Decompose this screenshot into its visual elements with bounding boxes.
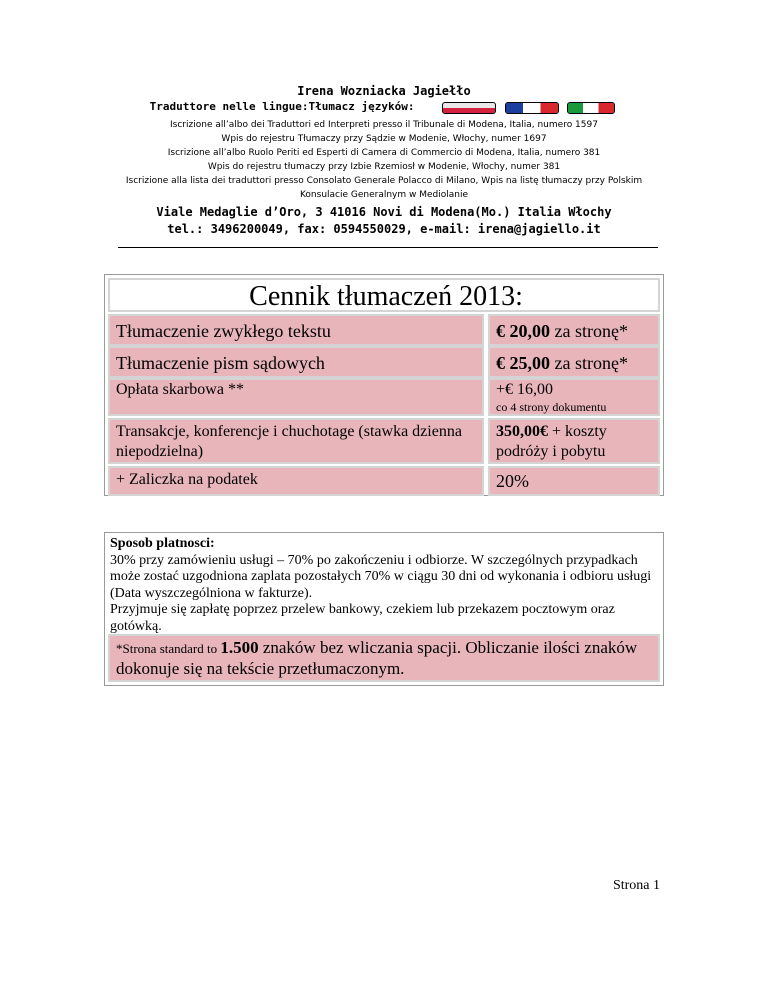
- polish-flag-icon: [443, 103, 495, 113]
- register-line: Konsulacie Generalnym w Mediolanie: [299, 190, 469, 200]
- service-label: Opłata skarbowa **: [116, 381, 244, 398]
- payment-heading: Sposob platnosci:: [110, 536, 215, 551]
- languages-line: [0, 100, 768, 114]
- price-amount: 20%: [496, 471, 529, 491]
- price-row-label: [108, 314, 484, 346]
- price-unit: za stronę*: [550, 321, 628, 341]
- service-label: + Zaliczka na podatek: [116, 471, 258, 488]
- register-line: Iscrizione all’albo dei Traduttori ed Interpreti presso il Tribunale di Modena, Italia, numero 1597: [170, 120, 598, 130]
- price-row-value: [488, 346, 660, 378]
- payment-text: [110, 536, 660, 635]
- price-row-value: [488, 314, 660, 346]
- price-value: [496, 352, 654, 374]
- register-line: Wpis do rejestru tłumaczy przy Izbie Rzemiosł w Modenie, Włochy, numer 381: [207, 162, 561, 172]
- register-line: Iscrizione alla lista dei traduttori presso Consolato Generale Polacco di Milano, Wpis na listę tłumaczy przy Polskim: [125, 176, 643, 186]
- service-label: Tłumaczenie zwykłego tekstu: [116, 321, 331, 341]
- note-rest: znaków bez wliczania spacji. Obliczanie ilości znaków dokonuje się na tekście przetłumaczonym.: [116, 638, 638, 678]
- payment-terms: 30% przy zamówieniu usługi – 70% po zakończeniu i odbiorze. W szczególnych przypadkach może zostać uzgodniona zaplata pozostałych 70% w ciągu 30 dni od wykonania i odbioru usługi (Data wyszczególniona w fakturze).: [110, 552, 652, 601]
- note-text: [116, 638, 654, 679]
- pricelist-title-cell: [108, 278, 660, 312]
- page-number: Strona 1: [612, 878, 660, 893]
- price-unit: + koszty podróży i pobytu: [496, 423, 607, 460]
- price-row-value: [488, 418, 660, 464]
- french-flag-icon: [506, 103, 558, 113]
- price-row-value: [488, 466, 660, 496]
- price-amount: +€ 16,00: [496, 381, 554, 398]
- price-amount: € 20,00: [496, 321, 550, 341]
- languages-label: Traduttore nelle lingue:Tłumacz języków:: [149, 100, 415, 113]
- translator-name: Irena Wozniacka Jagiełło: [297, 84, 471, 98]
- price-row-label: [108, 346, 484, 378]
- price-amount: 350,00€: [496, 423, 548, 440]
- page-standard-note: [108, 634, 660, 682]
- note-number: 1.500: [220, 638, 259, 657]
- price-unit: za stronę*: [550, 353, 628, 373]
- italian-flag-icon: [568, 103, 614, 113]
- price-row-value: [488, 378, 660, 416]
- language-flags: [443, 101, 618, 114]
- contact-info: tel.: 3496200049, fax: 0594550029, e-mail: irena@jagiello.it: [167, 222, 601, 236]
- price-row-label: [108, 418, 484, 464]
- address: Viale Medaglie d’Oro, 3 41016 Novi di Modena(Mo.) Italia Włochy: [156, 205, 612, 219]
- payment-methods: Przyjmuje się zapłatę poprzez przelew bankowy, czekiem lub przekazem pocztowym oraz gotówką.: [110, 602, 615, 634]
- note-prefix: *Strona standard to: [116, 641, 221, 656]
- price-row-label: [108, 466, 484, 496]
- divider-line: [118, 247, 658, 248]
- service-label: Tłumaczenie pism sądowych: [116, 353, 325, 373]
- pricelist-title: Cennik tłumaczeń 2013:: [249, 281, 523, 312]
- price-value: [496, 320, 654, 342]
- price-amount: € 25,00: [496, 353, 550, 373]
- register-line: Iscrizione all’albo Ruolo Periti ed Esperti di Camera di Commercio di Modena, Italia, numero 381: [167, 148, 601, 158]
- price-row-label: [108, 378, 484, 416]
- service-label: Transakcje, konferencje i chuchotage (stawka dzienna niepodzielna): [116, 423, 462, 460]
- register-line: Wpis do rejestru Tłumaczy przy Sądzie w Modenie, Włochy, numer 1697: [221, 134, 547, 144]
- price-value: [496, 422, 654, 462]
- price-note: co 4 strony dokumentu: [496, 400, 607, 414]
